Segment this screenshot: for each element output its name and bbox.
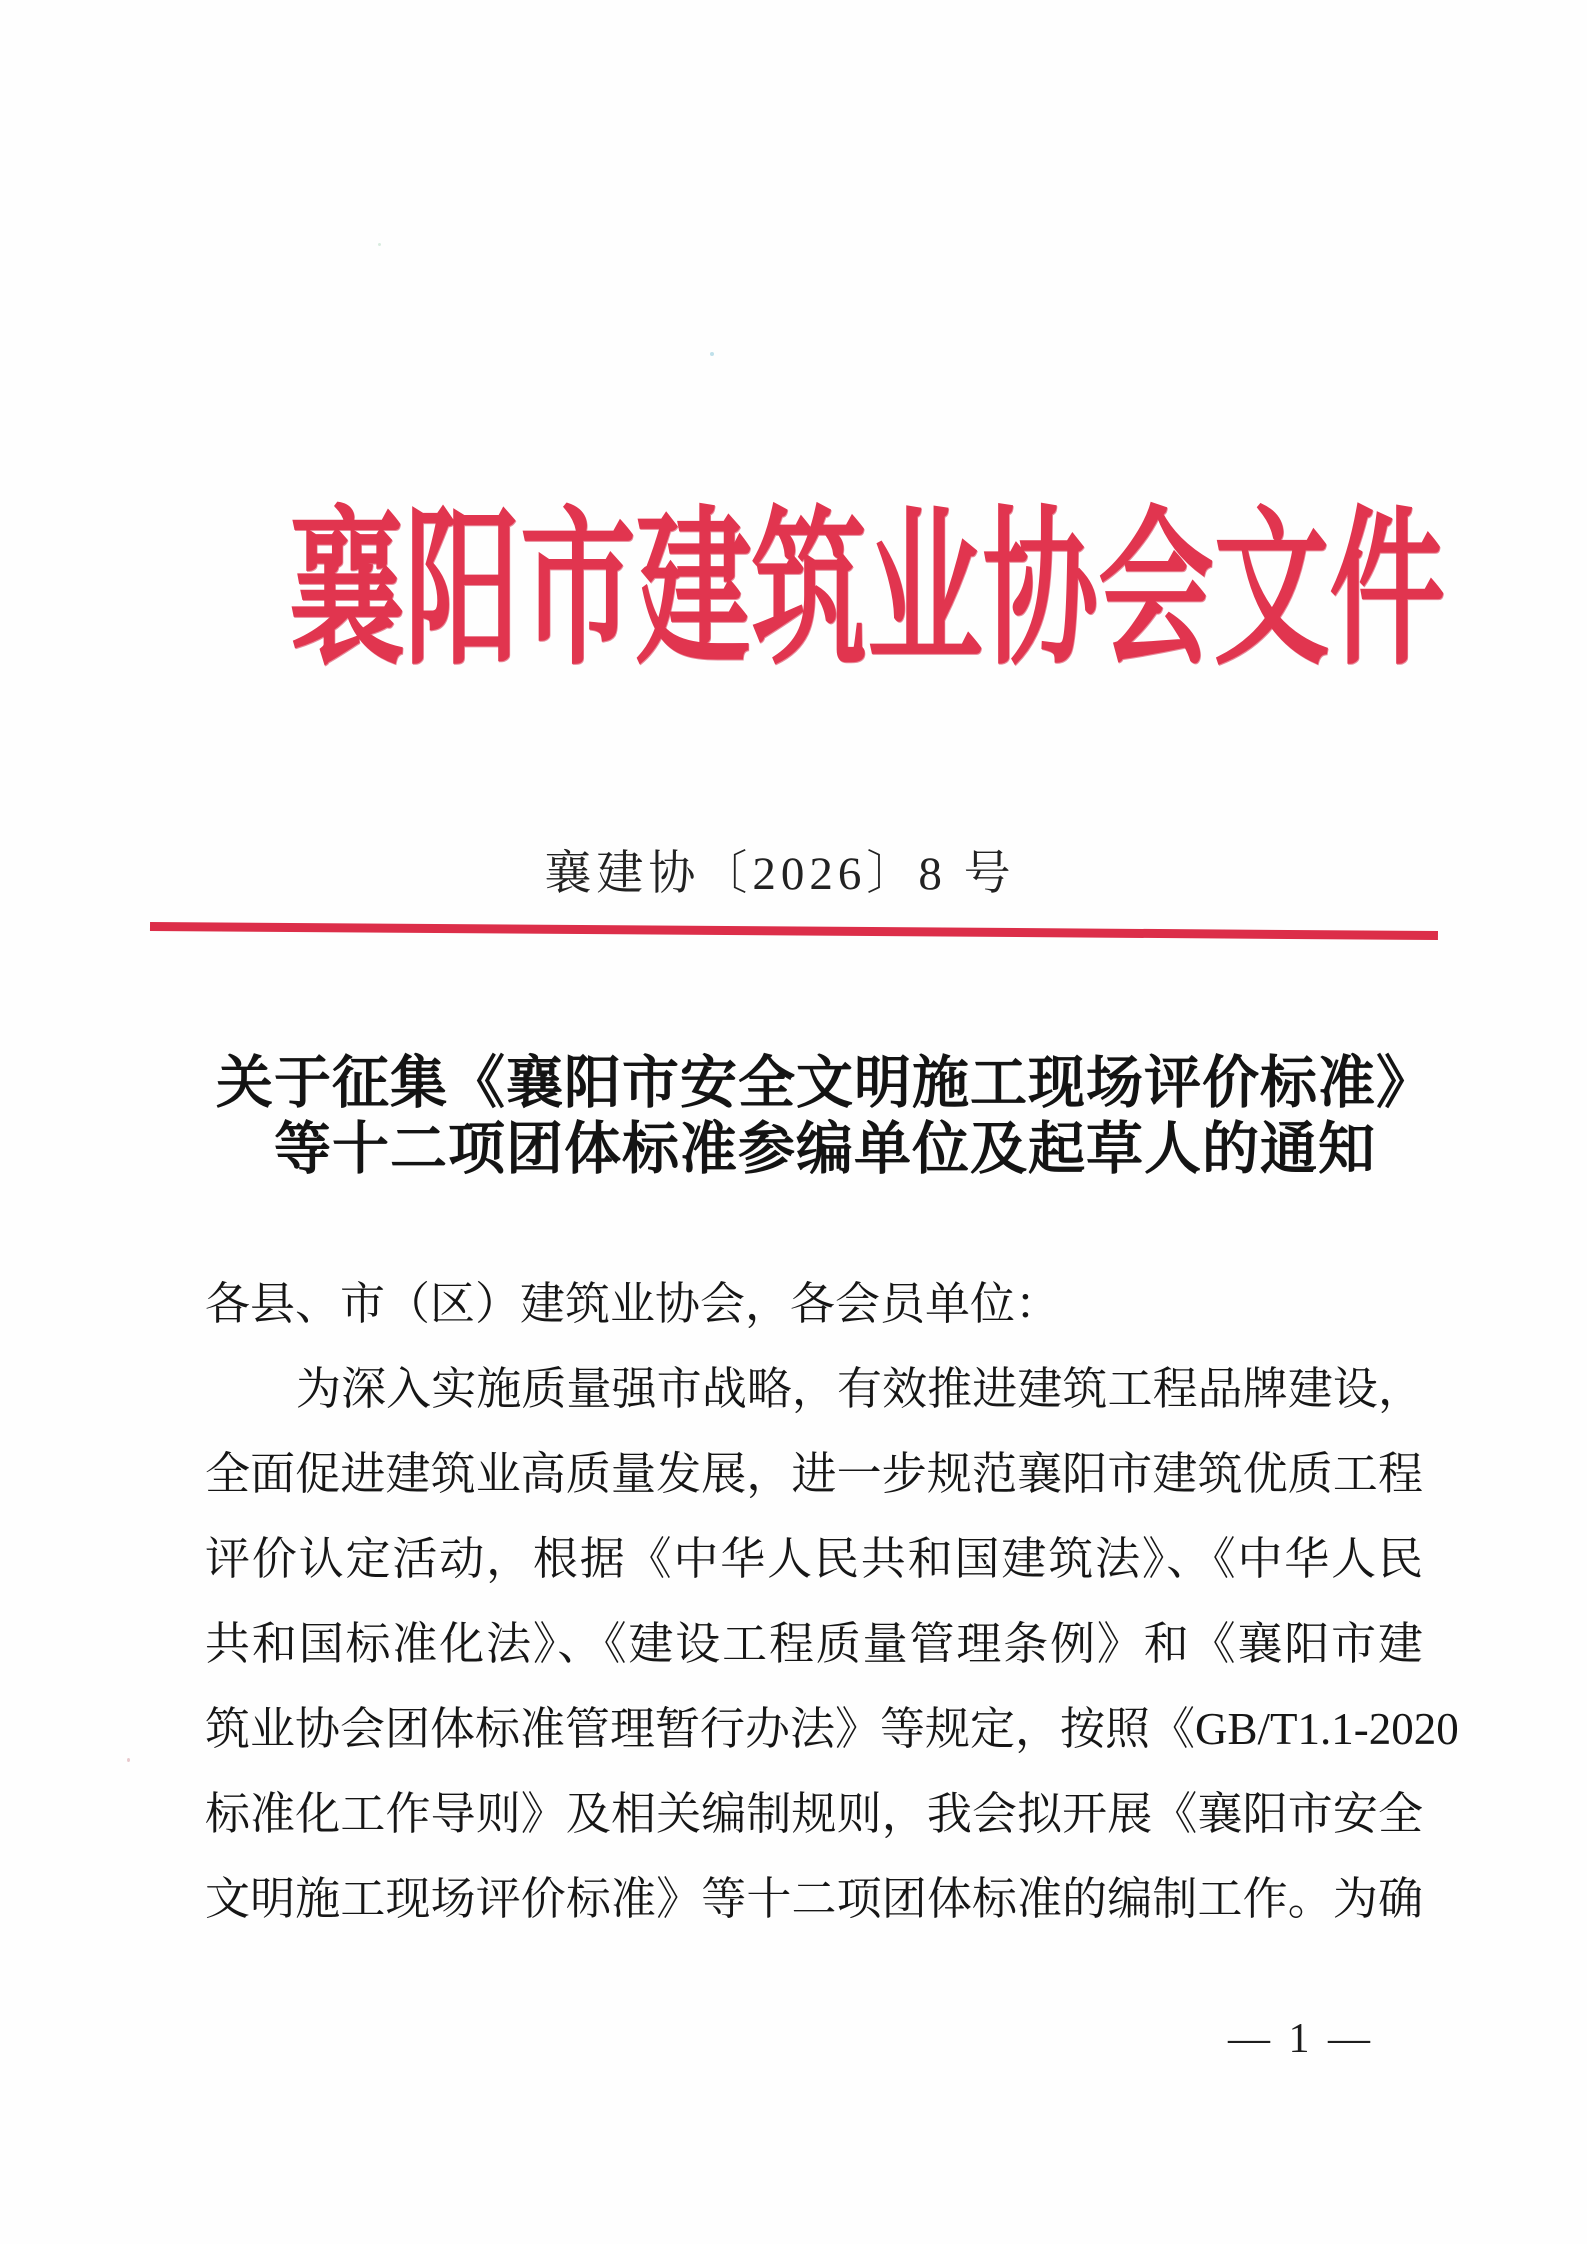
body-text-line: 筑业协会团体标准管理暂行办法》等规定，按照《GB/T1.1-2020 bbox=[205, 1704, 1459, 1754]
body-text-line: 评价认定活动，根据《中华人民共和国建筑法》、《中华人民 bbox=[205, 1534, 1423, 1584]
body-text-line: 共和国标准化法》、《建设工程质量管理条例》和《襄阳市建 bbox=[205, 1619, 1423, 1669]
notice-title-line1: 关于征集《襄阳市安全文明施工现场评价标准》 bbox=[216, 1051, 1434, 1115]
body-text-line: 文明施工现场评价标准》等十二项团体标准的编制工作。为确 bbox=[205, 1874, 1423, 1924]
body-text-line: 为深入实施质量强市战略，有效推进建筑工程品牌建设， bbox=[296, 1364, 1423, 1414]
doc-reference-number: 襄建协〔2026〕8 号 bbox=[544, 848, 1016, 900]
body-text-block bbox=[205, 1262, 1459, 1942]
org-banner-title: 襄阳市建筑业协会文件 bbox=[288, 497, 1445, 685]
body-text-line: 标准化工作导则》及相关编制规则，我会拟开展《襄阳市安全 bbox=[205, 1789, 1423, 1839]
scan-speck bbox=[710, 352, 714, 356]
page-number: — 1 — bbox=[1228, 2016, 1374, 2062]
salutation-line: 各县、市（区）建筑业协会，各会员单位： bbox=[205, 1279, 1061, 1329]
notice-title bbox=[40, 1050, 1587, 1182]
red-divider-rule bbox=[150, 922, 1438, 940]
scan-speck bbox=[127, 1758, 130, 1762]
scan-speck bbox=[378, 243, 381, 246]
notice-title-line2: 等十二项团体标准参编单位及起草人的通知 bbox=[274, 1117, 1376, 1181]
body-text-line: 全面促进建筑业高质量发展，进一步规范襄阳市建筑优质工程 bbox=[205, 1449, 1423, 1499]
